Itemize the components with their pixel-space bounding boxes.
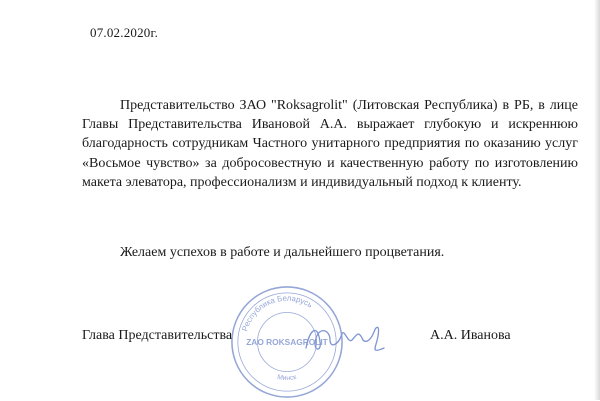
stamp-center-text: ZAO ROKSAGROLIT <box>246 336 328 347</box>
stamp-bottom-text: Минск <box>276 373 298 383</box>
handwritten-signature <box>300 318 390 358</box>
stamp-ring-text: Республика Беларусь <box>240 293 315 333</box>
letter-date: 07.02.2020г. <box>90 25 159 40</box>
signatory-name: А.А. Иванова <box>430 328 511 343</box>
signatory-title: Глава Представительства <box>82 328 233 343</box>
letter-wish-line: Желаем успехов в работе и дальнейшего процветания. <box>120 245 445 260</box>
letter-body-paragraph: Представительство ЗАО "Roksagrolit" (Литовская Республика) в РБ, в лице Главы Представительства Ивановой А.А. выражает глубокую и искреннюю благодарность сотрудникам Частного унитарного предприятия по оказанию услуг «Восьмое чувство» за добросовестную и качественную работу по изготовлению макета элеватора, профессионализм и индивидуальный подход к клиенту. <box>82 98 578 190</box>
page-edge-shadow <box>594 0 600 400</box>
